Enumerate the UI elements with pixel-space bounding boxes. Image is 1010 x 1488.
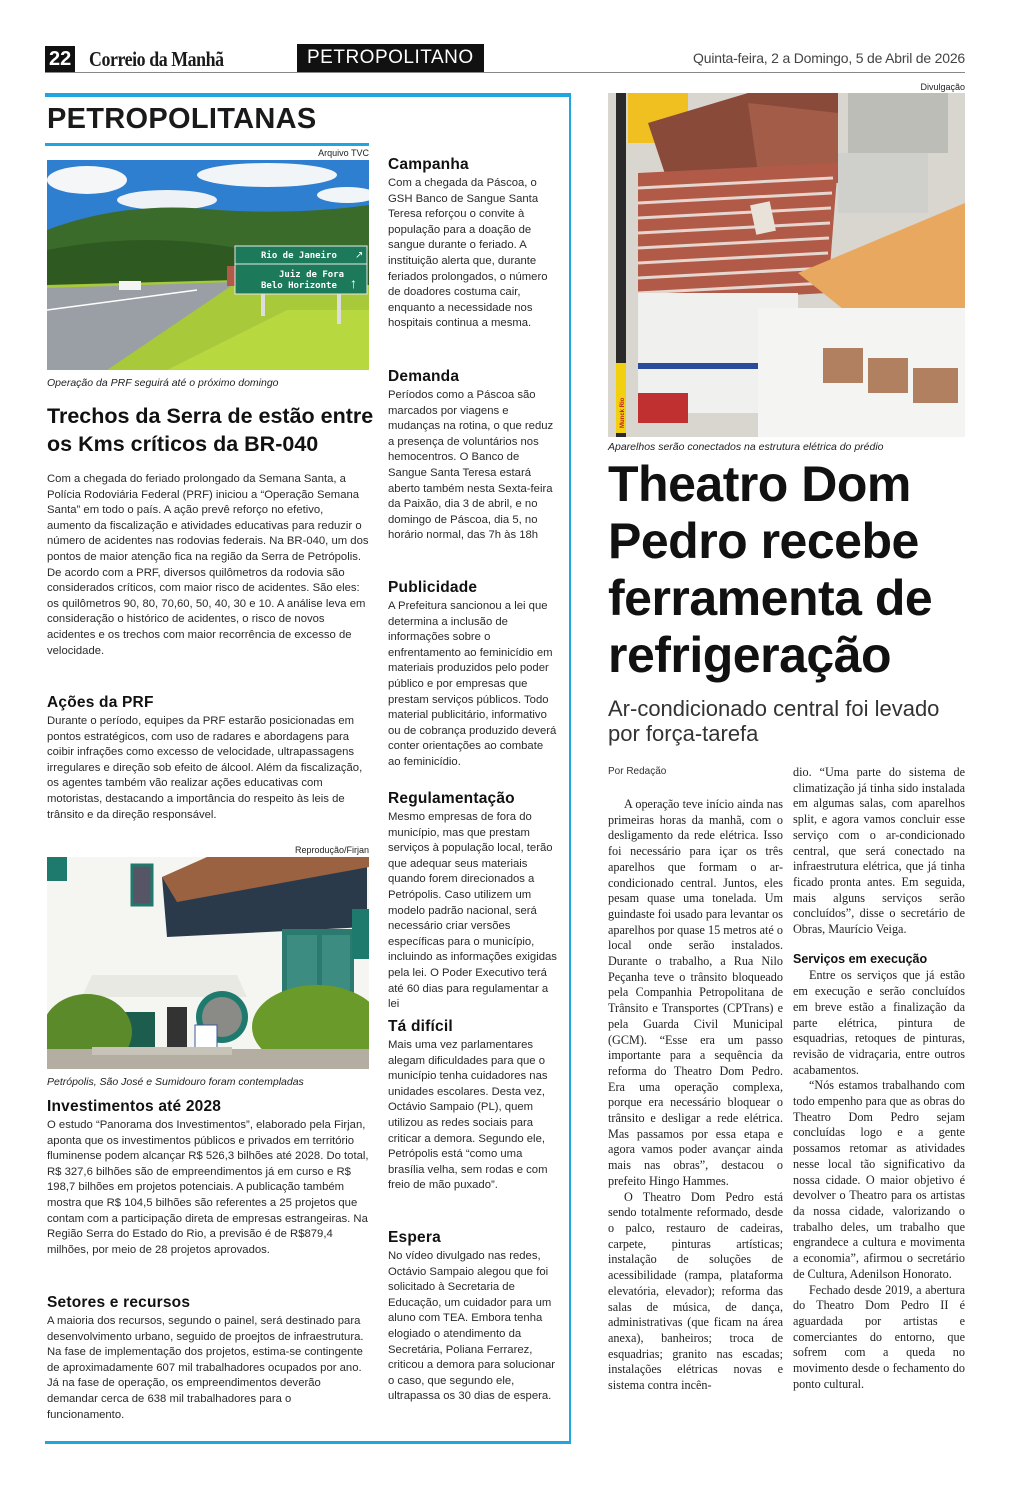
note-text: Mais uma vez parlamentares alegam dificuldades para que o município tenha cuidadores nas unidades escolares. Desta vez, Octávio Sampaio (PL), quem utilizou as redes sociais para criticar a demora. Segundo ele, Petrópolis está “como uma brasília velha, sem rodas e com freio de mão puxado”.: [388, 1039, 548, 1192]
note-heading: Publicidade: [388, 579, 478, 596]
rooftop-photo: [608, 93, 965, 437]
issue-date: Quinta-feira, 2 a Domingo, 5 de Abril de 2026: [693, 50, 965, 66]
note-heading: Espera: [388, 1229, 441, 1246]
section-text: A maioria dos recursos, segundo o painel, será destinado para desenvolvimento urbano, seguido de proejtos de infraestrutura. Na fase de implementação dos projetos, estima-se contingente de aproximadamente 607 mil trabalhadores ocupados por ano. Já na fase de operação, os empreendimentos deverão demandar cerca de 638 mil trabalhadores para o funcionamento.: [47, 1315, 364, 1421]
article-paragraph: A operação teve início ainda nas primeiras horas da manhã, com o desligamento da rede elétrica. Isso foi necessário para içar os três aparelhos que formam o ar-condicionado central. Juntos, eles pesam quase uma tonelada. Um guindaste foi usado para levantar os aparelhos por quase 15 metros até o local onde serão instalados. Durante o trabalho, a Rua Nilo Peçanha teve o trânsito bloqueado pela Companhia Petropolitana de Trânsito e Transportes (CPTrans) e pela Guarda Civil Municipal (GCM). “Esse era um passo importante para a sequência da reforma do Theatro Dom Pedro. Era uma operação complexa, porque era necessário bloquear o trânsito e desligar a rede elétrica. Mas passamos por essa etapa e agora vamos poder avançar ainda mais nas obras”, destacou o prefeito Hingo Hammes.: [608, 797, 783, 1188]
box-title-rule: [45, 143, 369, 146]
article-paragraph: Entre os serviços que já estão em execução e serão concluídos em breve estão a finalização da parte elétrica, pintura de esquadrias, retoques de pinturas, revisão de vidraçaria, entre outros acabamentos.: [793, 968, 965, 1077]
note-text: Mesmo empresas de fora do município, mas que prestam serviços à população local, terão que adequar seus materiais quando forem direcionados a Petrópolis. Caso utilizem um modelo padrão nacional, será necessário criar versões específicas para o município, incluindo as informações exigidas pela lei. O Poder Executivo terá até 60 dias para regulamentar a lei: [388, 811, 557, 1011]
main-headline: Theatro Dom Pedro recebe ferramenta de refrigeração: [608, 456, 933, 683]
newspaper-name: Correio da Manhã: [89, 47, 224, 71]
building-photo: [47, 857, 369, 1069]
masthead: [45, 46, 965, 73]
main-deck: Ar-condicionado central foi levado por força-tarefa: [608, 696, 940, 746]
note-text: Períodos como a Páscoa são marcados por viagens e mudanças na rotina, o que reduz a presença de voluntários nos hemocentros. O Banco de Sangue Santa Teresa estará aberto também nesta Sexta-feira da Paixão, dia 3 de abril, e no domingo de Páscoa, dia 5, no horário normal, das 7h às 18h: [388, 389, 554, 542]
section-heading: Investimentos até 2028: [47, 1098, 222, 1115]
note-heading: Regulamentação: [388, 790, 515, 807]
box-bottom-rule: [45, 1441, 571, 1444]
section-heading: Setores e recursos: [47, 1294, 191, 1311]
note-publicidade: [388, 579, 558, 771]
highway-photo: [47, 160, 369, 370]
crane-label: Munck Rio: [620, 397, 626, 428]
sign-text-rio: Rio de Janeiro: [261, 251, 337, 261]
section-label: PETROPOLITANO: [297, 44, 484, 72]
article-paragraph: O Theatro Dom Pedro está sendo totalmente reformado, desde o palco, restauro de cadeiras, carpete, pinturas artísticas; instalação de soluções de acessibilidade (rampa, plataforma elevatória, elevador); reforma das salas de música, de dança, administrativas (que ficam na área anexa), banheiros; troca de esquadrias; granito nas escadas; instalações elétricas novas e sistema contra incên-: [608, 1189, 783, 1393]
page-number: 22: [45, 46, 75, 72]
article-paragraph: dio. “Uma parte do sistema de climatização já tinha sido instalada em algumas salas, com aparelhos split, e agora vamos concluir esse serviço com o ar-condicionado central, que será conectado na infraestrutura elétrica, que já tinha ficado pronta antes. Em seguida, mais alguns serviços serão concluídos”, disse o secretário de Obras, Maurício Veiga.: [793, 765, 965, 937]
photo-caption: Operação da PRF seguirá até o próximo domingo: [47, 377, 279, 389]
note-text: A Prefeitura sancionou a lei que determina a inclusão de informações sobre o enfrentamento ao feminicídio em materiais produzidos pelo poder público e por empresas que prestam serviços públicos. Todo material publicitário, informativo ou de cobrança produzido deverá conter orientações ao combate ao feminicídio.: [388, 600, 557, 768]
photo-caption: Aparelhos serão conectados na estrutura elétrica do prédio: [608, 441, 884, 453]
rooftop-illustration: [608, 93, 965, 437]
highway-illustration: [47, 160, 369, 370]
note-text: No vídeo divulgado nas redes, Octávio Sampaio alegou que foi solicitado à Secretaria de Educação, um cuidador para um aluno com TEA. Embora tenha elogiado o atendimento da Secretária, Poliana Ferrarez, criticou a demora para solucionar o caso, que segundo ele, ultrapassa os 30 dias de espera.: [388, 1250, 556, 1403]
arrow-upright-icon: ↗: [355, 250, 364, 261]
section-investimentos: [47, 1098, 369, 1258]
section-setores: [47, 1294, 369, 1423]
article-lead: Com a chegada do feriado prolongado da Semana Santa, a Polícia Rodoviária Federal (PRF) iniciou a “Operação Semana Santa” em todo o país. A ação prevê reforço no efetivo, aumento da fiscalização e atividades educativas para reduzir o número de acidentes nas rodovias federais. Na BR-040, um dos pontos de maior atenção fica na região da Serra de Petrópolis. De acordo com a PRF, diversos quilômetros da rodovia são considerados críticos, com maior risco de acidentes. São eles: os quilômetros 90, 80, 70,60, 50, 40, 30 e 10. A análise leva em consideração o histórico de acidentes, o risco de novos acidentes e os trechos com maior recorrência de excesso de velocidade.: [47, 473, 369, 657]
note-demanda: [388, 368, 558, 544]
note-regulamentacao: [388, 790, 558, 1013]
section-text: O estudo “Panorama dos Investimentos”, elaborado pela Firjan, aponta que os investimentos públicos e privados em território fluminense podem alcançar R$ 526,3 bilhões até 2028. Do total, R$ 327,6 bilhões são de empreendimentos já em curso e R$ 198,7 bilhões em projetos potenciais. A publicação também mostra que R$ 104,5 bilhões são referentes a 25 projetos que contam com a participação direta de empresas estrangeiras. Na Região Serra do Estado do Rio, a previsão é de R$879,4 milhões, por meio de 28 projetos aprovados.: [47, 1119, 369, 1256]
sign-text-bh: Belo Horizonte: [261, 281, 337, 291]
article-headline: Trechos da Serra de estão entre os Kms críticos da BR-040: [47, 404, 374, 456]
byline: Por Redação: [608, 766, 667, 777]
note-heading: Demanda: [388, 368, 460, 385]
note-espera: [388, 1229, 558, 1405]
article-column-2: [793, 765, 965, 1392]
section-heading: Ações da PRF: [47, 694, 154, 711]
sign-text-juiz: Juiz de Fora: [279, 270, 345, 280]
article-column-1: [608, 797, 783, 1394]
photo-caption: Petrópolis, São José e Sumidouro foram contempladas: [47, 1076, 304, 1088]
note-text: Com a chegada da Páscoa, o GSH Banco de Sangue Santa Teresa reforçou o convite à população para a doação de sangue durante o feriado. A instituição alerta que, durante feriados prolongados, o número de doadores costuma cair, enquanto a necessidade nos hospitais continua a mesma.: [388, 177, 548, 330]
article-paragraph: Fechado desde 2019, a abertura do Theatro Dom Pedro II é aguardada por artistas e comerciantes do entorno, que sofrem com a queda no movimento desde o fechamento do ponto cultural.: [793, 1282, 965, 1391]
section-acoes: [47, 694, 369, 823]
note-campanha: [388, 156, 558, 332]
photo-credit: Reprodução/Firjan: [294, 845, 369, 855]
article-paragraph: “Nós estamos trabalhando com todo empenho para que as obras do Theatro Dom Pedro sejam concluídas logo e a gente possamos retomar as atividades nesse local tão significativo da nossa cidade. O maior objetivo é devolver o Theatro para os artistas da nossa cidade, valorizando o trabalho deles, um trabalho que engrandece a cultura e movimenta a economia”, afirmou o secretário de Cultura, Adenilson Honorato.: [793, 1078, 965, 1281]
note-heading: Campanha: [388, 156, 469, 173]
note-ta-dificil: [388, 1018, 558, 1194]
photo-credit: Divulgação: [920, 82, 965, 92]
section-text: Durante o período, equipes da PRF estarão posicionadas em pontos estratégicos, com uso de radares e abordagens para coibir infrações como excesso de velocidade, ultrapassagens irregulares e direção sob efeito de álcool. Além da fiscalização, os agentes também vão realizar ações educativas com motoristas, destacando a importância do respeito às leis de trânsito e da direção responsável.: [47, 715, 363, 821]
building-illustration: [47, 857, 369, 1069]
note-heading: Tá difícil: [388, 1018, 453, 1035]
photo-credit: Arquivo TVC: [318, 148, 369, 158]
box-title: PETROPOLITANAS: [47, 103, 317, 135]
arrow-up-icon: ↑: [350, 275, 357, 291]
article-subhead: Serviços em execução: [793, 951, 928, 966]
